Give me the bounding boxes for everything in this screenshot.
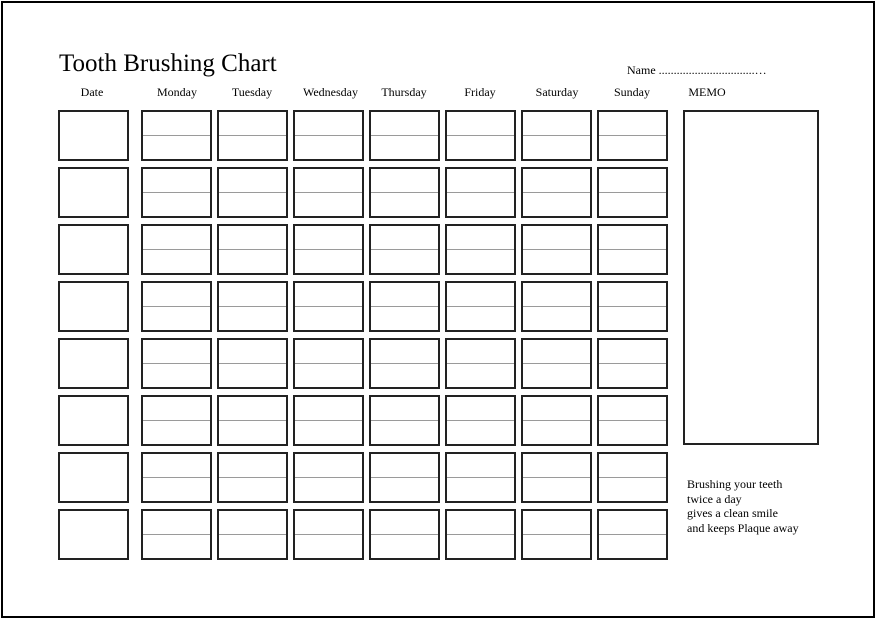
morning-evening-divider — [523, 420, 590, 421]
morning-evening-divider — [219, 363, 286, 364]
morning-evening-divider — [371, 534, 438, 535]
morning-evening-divider — [371, 306, 438, 307]
friday-cell-week-1[interactable] — [445, 110, 516, 161]
monday-cell-week-7[interactable] — [141, 452, 212, 503]
header-date: Date — [80, 85, 104, 99]
morning-evening-divider — [295, 534, 362, 535]
morning-evening-divider — [447, 249, 514, 250]
morning-evening-divider — [295, 363, 362, 364]
chart-title: Tooth Brushing Chart — [59, 50, 277, 77]
wednesday-cell-week-2[interactable] — [293, 167, 364, 218]
morning-evening-divider — [219, 306, 286, 307]
wednesday-cell-week-3[interactable] — [293, 224, 364, 275]
thursday-cell-week-3[interactable] — [369, 224, 440, 275]
wednesday-cell-week-5[interactable] — [293, 338, 364, 389]
tuesday-cell-week-8[interactable] — [217, 509, 288, 560]
morning-evening-divider — [447, 192, 514, 193]
wednesday-cell-week-1[interactable] — [293, 110, 364, 161]
sunday-cell-week-6[interactable] — [597, 395, 668, 446]
tuesday-cell-week-3[interactable] — [217, 224, 288, 275]
date-cell-week-3[interactable] — [58, 224, 129, 275]
morning-evening-divider — [447, 477, 514, 478]
morning-evening-divider — [523, 306, 590, 307]
tuesday-cell-week-6[interactable] — [217, 395, 288, 446]
morning-evening-divider — [599, 306, 666, 307]
memo-box[interactable] — [683, 110, 819, 445]
morning-evening-divider — [523, 363, 590, 364]
saturday-cell-week-6[interactable] — [521, 395, 592, 446]
wednesday-cell-week-7[interactable] — [293, 452, 364, 503]
saturday-cell-week-2[interactable] — [521, 167, 592, 218]
tuesday-cell-week-5[interactable] — [217, 338, 288, 389]
morning-evening-divider — [143, 420, 210, 421]
morning-evening-divider — [447, 306, 514, 307]
tip-line: gives a clean smile — [687, 506, 778, 520]
date-cell-week-4[interactable] — [58, 281, 129, 332]
brushing-tip — [687, 477, 799, 535]
morning-evening-divider — [295, 477, 362, 478]
header-sunday: Sunday — [614, 85, 650, 99]
date-cell-week-6[interactable] — [58, 395, 129, 446]
header-tuesday: Tuesday — [231, 85, 273, 99]
friday-cell-week-2[interactable] — [445, 167, 516, 218]
morning-evening-divider — [219, 249, 286, 250]
wednesday-cell-week-4[interactable] — [293, 281, 364, 332]
morning-evening-divider — [447, 534, 514, 535]
monday-cell-week-5[interactable] — [141, 338, 212, 389]
tip-line: Brushing your teeth — [687, 477, 783, 491]
morning-evening-divider — [143, 135, 210, 136]
friday-cell-week-7[interactable] — [445, 452, 516, 503]
header-thursday: Thursday — [381, 85, 427, 99]
morning-evening-divider — [371, 363, 438, 364]
tip-line: and keeps Plaque away — [687, 520, 799, 535]
morning-evening-divider — [371, 420, 438, 421]
morning-evening-divider — [219, 192, 286, 193]
saturday-cell-week-8[interactable] — [521, 509, 592, 560]
morning-evening-divider — [523, 192, 590, 193]
morning-evening-divider — [295, 306, 362, 307]
morning-evening-divider — [143, 306, 210, 307]
morning-evening-divider — [599, 192, 666, 193]
morning-evening-divider — [371, 477, 438, 478]
sunday-cell-week-7[interactable] — [597, 452, 668, 503]
morning-evening-divider — [599, 477, 666, 478]
thursday-cell-week-6[interactable] — [369, 395, 440, 446]
morning-evening-divider — [219, 420, 286, 421]
morning-evening-divider — [219, 135, 286, 136]
thursday-cell-week-4[interactable] — [369, 281, 440, 332]
header-monday: Monday — [157, 85, 197, 99]
monday-cell-week-8[interactable] — [141, 509, 212, 560]
date-cell-week-5[interactable] — [58, 338, 129, 389]
morning-evening-divider — [143, 534, 210, 535]
morning-evening-divider — [599, 135, 666, 136]
thursday-cell-week-5[interactable] — [369, 338, 440, 389]
morning-evening-divider — [143, 249, 210, 250]
morning-evening-divider — [371, 135, 438, 136]
friday-cell-week-6[interactable] — [445, 395, 516, 446]
saturday-cell-week-4[interactable] — [521, 281, 592, 332]
wednesday-cell-week-6[interactable] — [293, 395, 364, 446]
wednesday-cell-week-8[interactable] — [293, 509, 364, 560]
morning-evening-divider — [295, 192, 362, 193]
monday-cell-week-6[interactable] — [141, 395, 212, 446]
date-cell-week-2[interactable] — [58, 167, 129, 218]
morning-evening-divider — [523, 477, 590, 478]
name-field[interactable]: Name ................................… — [627, 63, 767, 77]
sunday-cell-week-4[interactable] — [597, 281, 668, 332]
thursday-cell-week-2[interactable] — [369, 167, 440, 218]
saturday-cell-week-7[interactable] — [521, 452, 592, 503]
morning-evening-divider — [143, 477, 210, 478]
morning-evening-divider — [599, 363, 666, 364]
sunday-cell-week-5[interactable] — [597, 338, 668, 389]
date-cell-week-7[interactable] — [58, 452, 129, 503]
morning-evening-divider — [599, 249, 666, 250]
friday-cell-week-3[interactable] — [445, 224, 516, 275]
thursday-cell-week-7[interactable] — [369, 452, 440, 503]
sunday-cell-week-1[interactable] — [597, 110, 668, 161]
header-memo: MEMO — [688, 85, 726, 99]
morning-evening-divider — [219, 477, 286, 478]
morning-evening-divider — [143, 363, 210, 364]
morning-evening-divider — [295, 420, 362, 421]
saturday-cell-week-5[interactable] — [521, 338, 592, 389]
thursday-cell-week-1[interactable] — [369, 110, 440, 161]
tuesday-cell-week-4[interactable] — [217, 281, 288, 332]
morning-evening-divider — [447, 135, 514, 136]
morning-evening-divider — [523, 249, 590, 250]
date-cell-week-8[interactable] — [58, 509, 129, 560]
sunday-cell-week-2[interactable] — [597, 167, 668, 218]
morning-evening-divider — [371, 192, 438, 193]
saturday-cell-week-3[interactable] — [521, 224, 592, 275]
morning-evening-divider — [295, 135, 362, 136]
thursday-cell-week-8[interactable] — [369, 509, 440, 560]
friday-cell-week-5[interactable] — [445, 338, 516, 389]
friday-cell-week-8[interactable] — [445, 509, 516, 560]
header-saturday: Saturday — [535, 85, 579, 99]
monday-cell-week-4[interactable] — [141, 281, 212, 332]
morning-evening-divider — [599, 534, 666, 535]
tuesday-cell-week-2[interactable] — [217, 167, 288, 218]
morning-evening-divider — [295, 249, 362, 250]
morning-evening-divider — [143, 192, 210, 193]
monday-cell-week-2[interactable] — [141, 167, 212, 218]
monday-cell-week-1[interactable] — [141, 110, 212, 161]
tip-line: twice a day — [687, 491, 742, 506]
header-wednesday: Wednesday — [302, 85, 358, 99]
morning-evening-divider — [447, 420, 514, 421]
date-cell-week-1[interactable] — [58, 110, 129, 161]
morning-evening-divider — [523, 534, 590, 535]
tuesday-cell-week-1[interactable] — [217, 110, 288, 161]
morning-evening-divider — [599, 420, 666, 421]
header-friday: Friday — [464, 85, 496, 99]
morning-evening-divider — [371, 249, 438, 250]
morning-evening-divider — [447, 363, 514, 364]
saturday-cell-week-1[interactable] — [521, 110, 592, 161]
tuesday-cell-week-7[interactable] — [217, 452, 288, 503]
friday-cell-week-4[interactable] — [445, 281, 516, 332]
sunday-cell-week-3[interactable] — [597, 224, 668, 275]
morning-evening-divider — [523, 135, 590, 136]
sunday-cell-week-8[interactable] — [597, 509, 668, 560]
monday-cell-week-3[interactable] — [141, 224, 212, 275]
morning-evening-divider — [219, 534, 286, 535]
